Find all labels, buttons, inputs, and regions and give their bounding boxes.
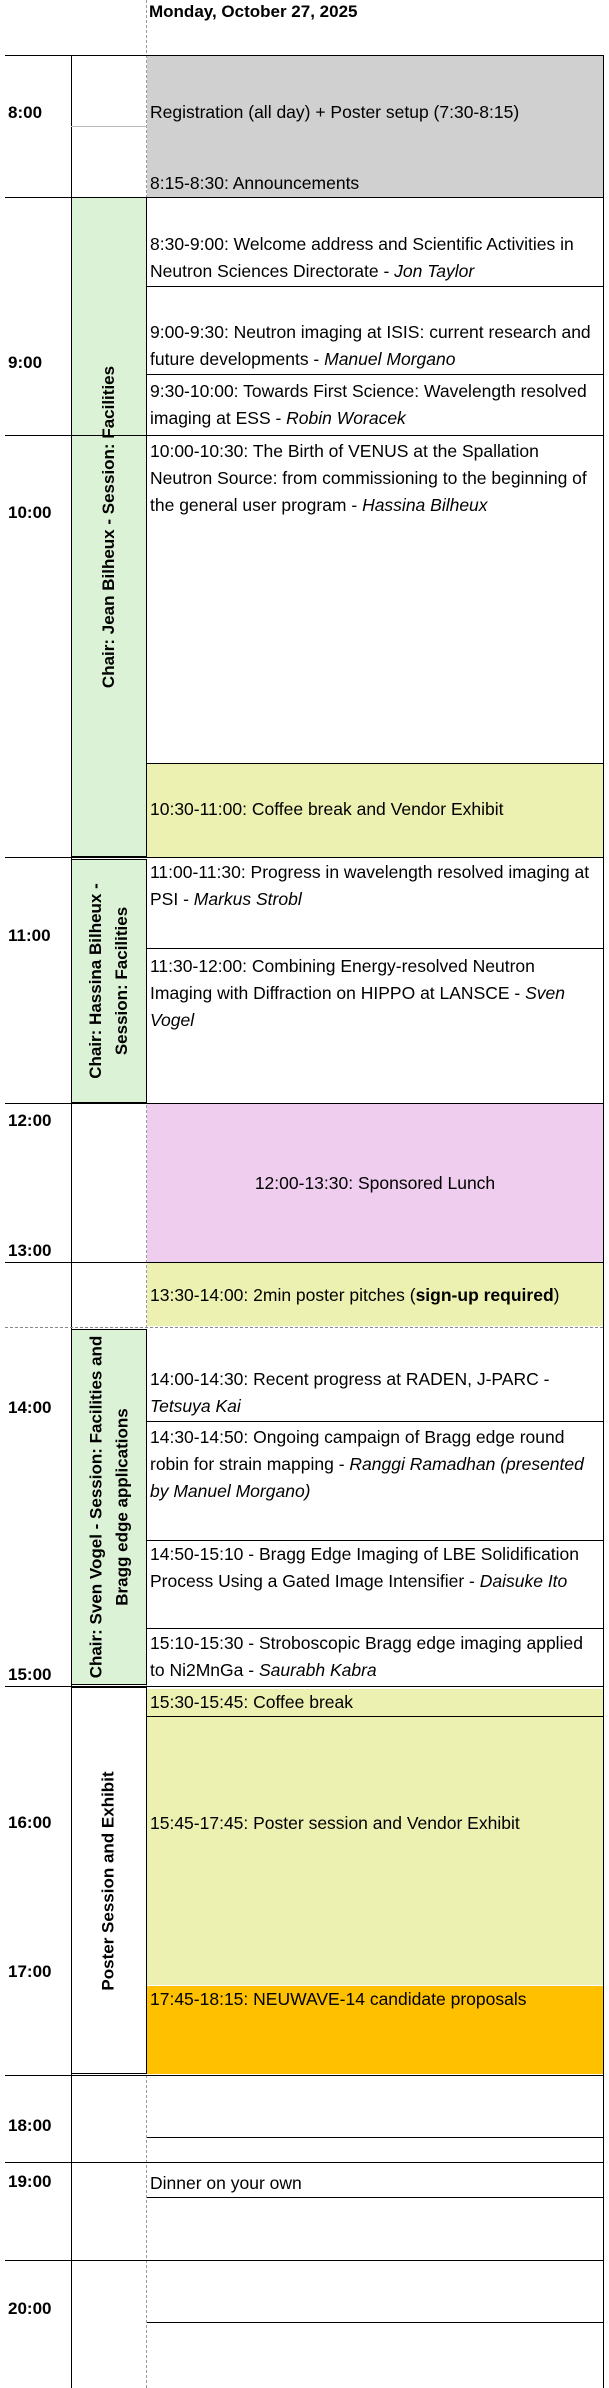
chair-hassina-bilheux [71, 859, 147, 1103]
event-psi-speaker: Markus Strobl [193, 889, 302, 909]
time-0900: 9:00 [8, 353, 43, 372]
event-neuwave: 17:45-18:15: NEUWAVE-14 candidate proposals [150, 1989, 527, 2009]
event-psi [146, 859, 603, 913]
event-lbe [146, 1541, 603, 1595]
event-venus [146, 438, 603, 519]
time-1300: 13:00 [8, 1241, 52, 1260]
row-line [5, 1327, 603, 1328]
row-line [5, 55, 603, 56]
row-line [147, 374, 603, 375]
event-isis [146, 319, 603, 373]
row-line [147, 2322, 603, 2323]
time-2000: 20:00 [8, 2299, 52, 2318]
time-1400: 14:00 [8, 1398, 52, 1417]
event-lunch: 12:00-13:30: Sponsored Lunch [254, 1173, 496, 1193]
chair3-line1: Chair: Sven Vogel - Session: Facilities and [86, 1335, 106, 1679]
chair-jean-bilheux: Chair: Jean Bilheux - Session: Facilities [71, 197, 147, 857]
event-raden [146, 1366, 603, 1420]
row-line [5, 2075, 603, 2076]
event-isis-title: 9:00-9:30: Neutron imaging at ISIS: current research and future developments - [150, 322, 591, 369]
row-line [147, 2197, 603, 2198]
row-line [147, 1716, 603, 1717]
event-welcome [146, 231, 603, 285]
event-ess [146, 378, 603, 432]
event-coffee-break: 10:30-11:00: Coffee break and Vendor Exhibit [150, 799, 504, 819]
row-line [147, 1421, 603, 1422]
row-line [147, 948, 603, 949]
right-border [603, 55, 604, 2388]
event-pitches-title: 13:30-14:00: 2min poster pitches ( [150, 1285, 416, 1305]
row-line [5, 1262, 603, 1263]
time-1100: 11:00 [8, 926, 51, 945]
row-line [5, 2162, 603, 2163]
event-welcome-speaker: Jon Taylor [394, 261, 475, 281]
event-venus-speaker: Hassina Bilheux [362, 495, 488, 515]
event-isis-speaker: Manuel Morgano [324, 349, 456, 369]
poster-block [147, 1689, 603, 1985]
event-dinner: Dinner on your own [150, 2173, 302, 2193]
row-line [71, 126, 147, 127]
event-raden-speaker: Tetsuya Kai [150, 1396, 241, 1416]
event-lbe-speaker: Daisuke Ito [479, 1571, 568, 1591]
event-announcements: 8:15-8:30: Announcements [150, 173, 360, 193]
time-1600: 16:00 [8, 1813, 52, 1832]
time-1900: 19:00 [8, 2172, 52, 2191]
event-poster-session: 15:45-17:45: Poster session and Vendor Exhibit [150, 1813, 520, 1833]
event-pitches-bold: sign-up required [415, 1285, 554, 1305]
event-venus-title: 10:00-10:30: The Birth of VENUS at the Spallation Neutron Source: from commissioning to the beginning of the general user program - [150, 441, 587, 515]
chair2-line2: Session: Facilities [112, 906, 131, 1056]
row-line [5, 1686, 603, 1687]
event-stroboscopic-title: 15:10-15:30 - Stroboscopic Bragg edge imaging applied to Ni2MnGa - [150, 1633, 583, 1680]
event-stroboscopic [146, 1630, 603, 1684]
chair3-line2: Bragg edge applications [112, 1408, 132, 1606]
event-raden-title: 14:00-14:30: Recent progress at RADEN, J-PARC - [150, 1369, 550, 1389]
row-line [147, 763, 603, 764]
time-0800: 8:00 [8, 103, 43, 122]
event-welcome-title: 8:30-9:00: Welcome address and Scientific Activities in Neutron Sciences Directorate - [150, 234, 574, 281]
time-1000: 10:00 [8, 503, 52, 522]
row-line [5, 435, 603, 436]
event-lbe-title: 14:50-15:10 - Bragg Edge Imaging of LBE Solidification Process Using a Gated Image Intensifier - [150, 1544, 580, 1591]
row-line [147, 2137, 603, 2138]
event-round-robin [146, 1424, 603, 1505]
row-line [147, 286, 603, 287]
event-round-robin-speaker: Ranggi Ramadhan (presented by Manuel Morgano) [150, 1454, 584, 1501]
event-ess-speaker: Robin Woracek [286, 408, 406, 428]
row-line [5, 2260, 603, 2261]
row-line [5, 857, 603, 858]
event-coffee-break-2: 15:30-15:45: Coffee break [150, 1692, 354, 1712]
row-line [5, 197, 603, 198]
event-registration: Registration (all day) + Poster setup (7:30-8:15) [150, 102, 520, 122]
event-hippo-speaker: Sven Vogel [150, 983, 565, 1030]
chair-sven-vogel [71, 1329, 147, 1685]
event-pitches [146, 1282, 603, 1309]
event-hippo-title: 11:30-12:00: Combining Energy-resolved Neutron Imaging with Diffraction on HIPPO at LANSCE - [150, 956, 535, 1003]
time-1500: 15:00 [8, 1665, 52, 1684]
event-ess-title: 9:30-10:00: Towards First Science: Wavelength resolved imaging at ESS - [150, 381, 587, 428]
chair2-line1: Chair: Hassina Bilheux - [86, 883, 105, 1079]
row-line [147, 1628, 603, 1629]
event-psi-title: 11:00-11:30: Progress in wavelength resolved imaging at PSI - [150, 862, 590, 909]
time-1800: 18:00 [8, 2116, 52, 2135]
event-hippo [146, 953, 603, 1034]
event-stroboscopic-speaker: Saurabh Kabra [258, 1660, 377, 1680]
poster-session-label-block: Poster Session and Exhibit [71, 1687, 147, 2074]
row-line [5, 1103, 603, 1104]
time-1200: 12:00 [8, 1111, 52, 1130]
event-pitches-end: ) [553, 1285, 560, 1305]
time-1700: 17:00 [8, 1962, 52, 1981]
date-header: Monday, October 27, 2025 [149, 2, 358, 21]
event-round-robin-title: 14:30-14:50: Ongoing campaign of Bragg edge round robin for strain mapping - [150, 1427, 565, 1474]
